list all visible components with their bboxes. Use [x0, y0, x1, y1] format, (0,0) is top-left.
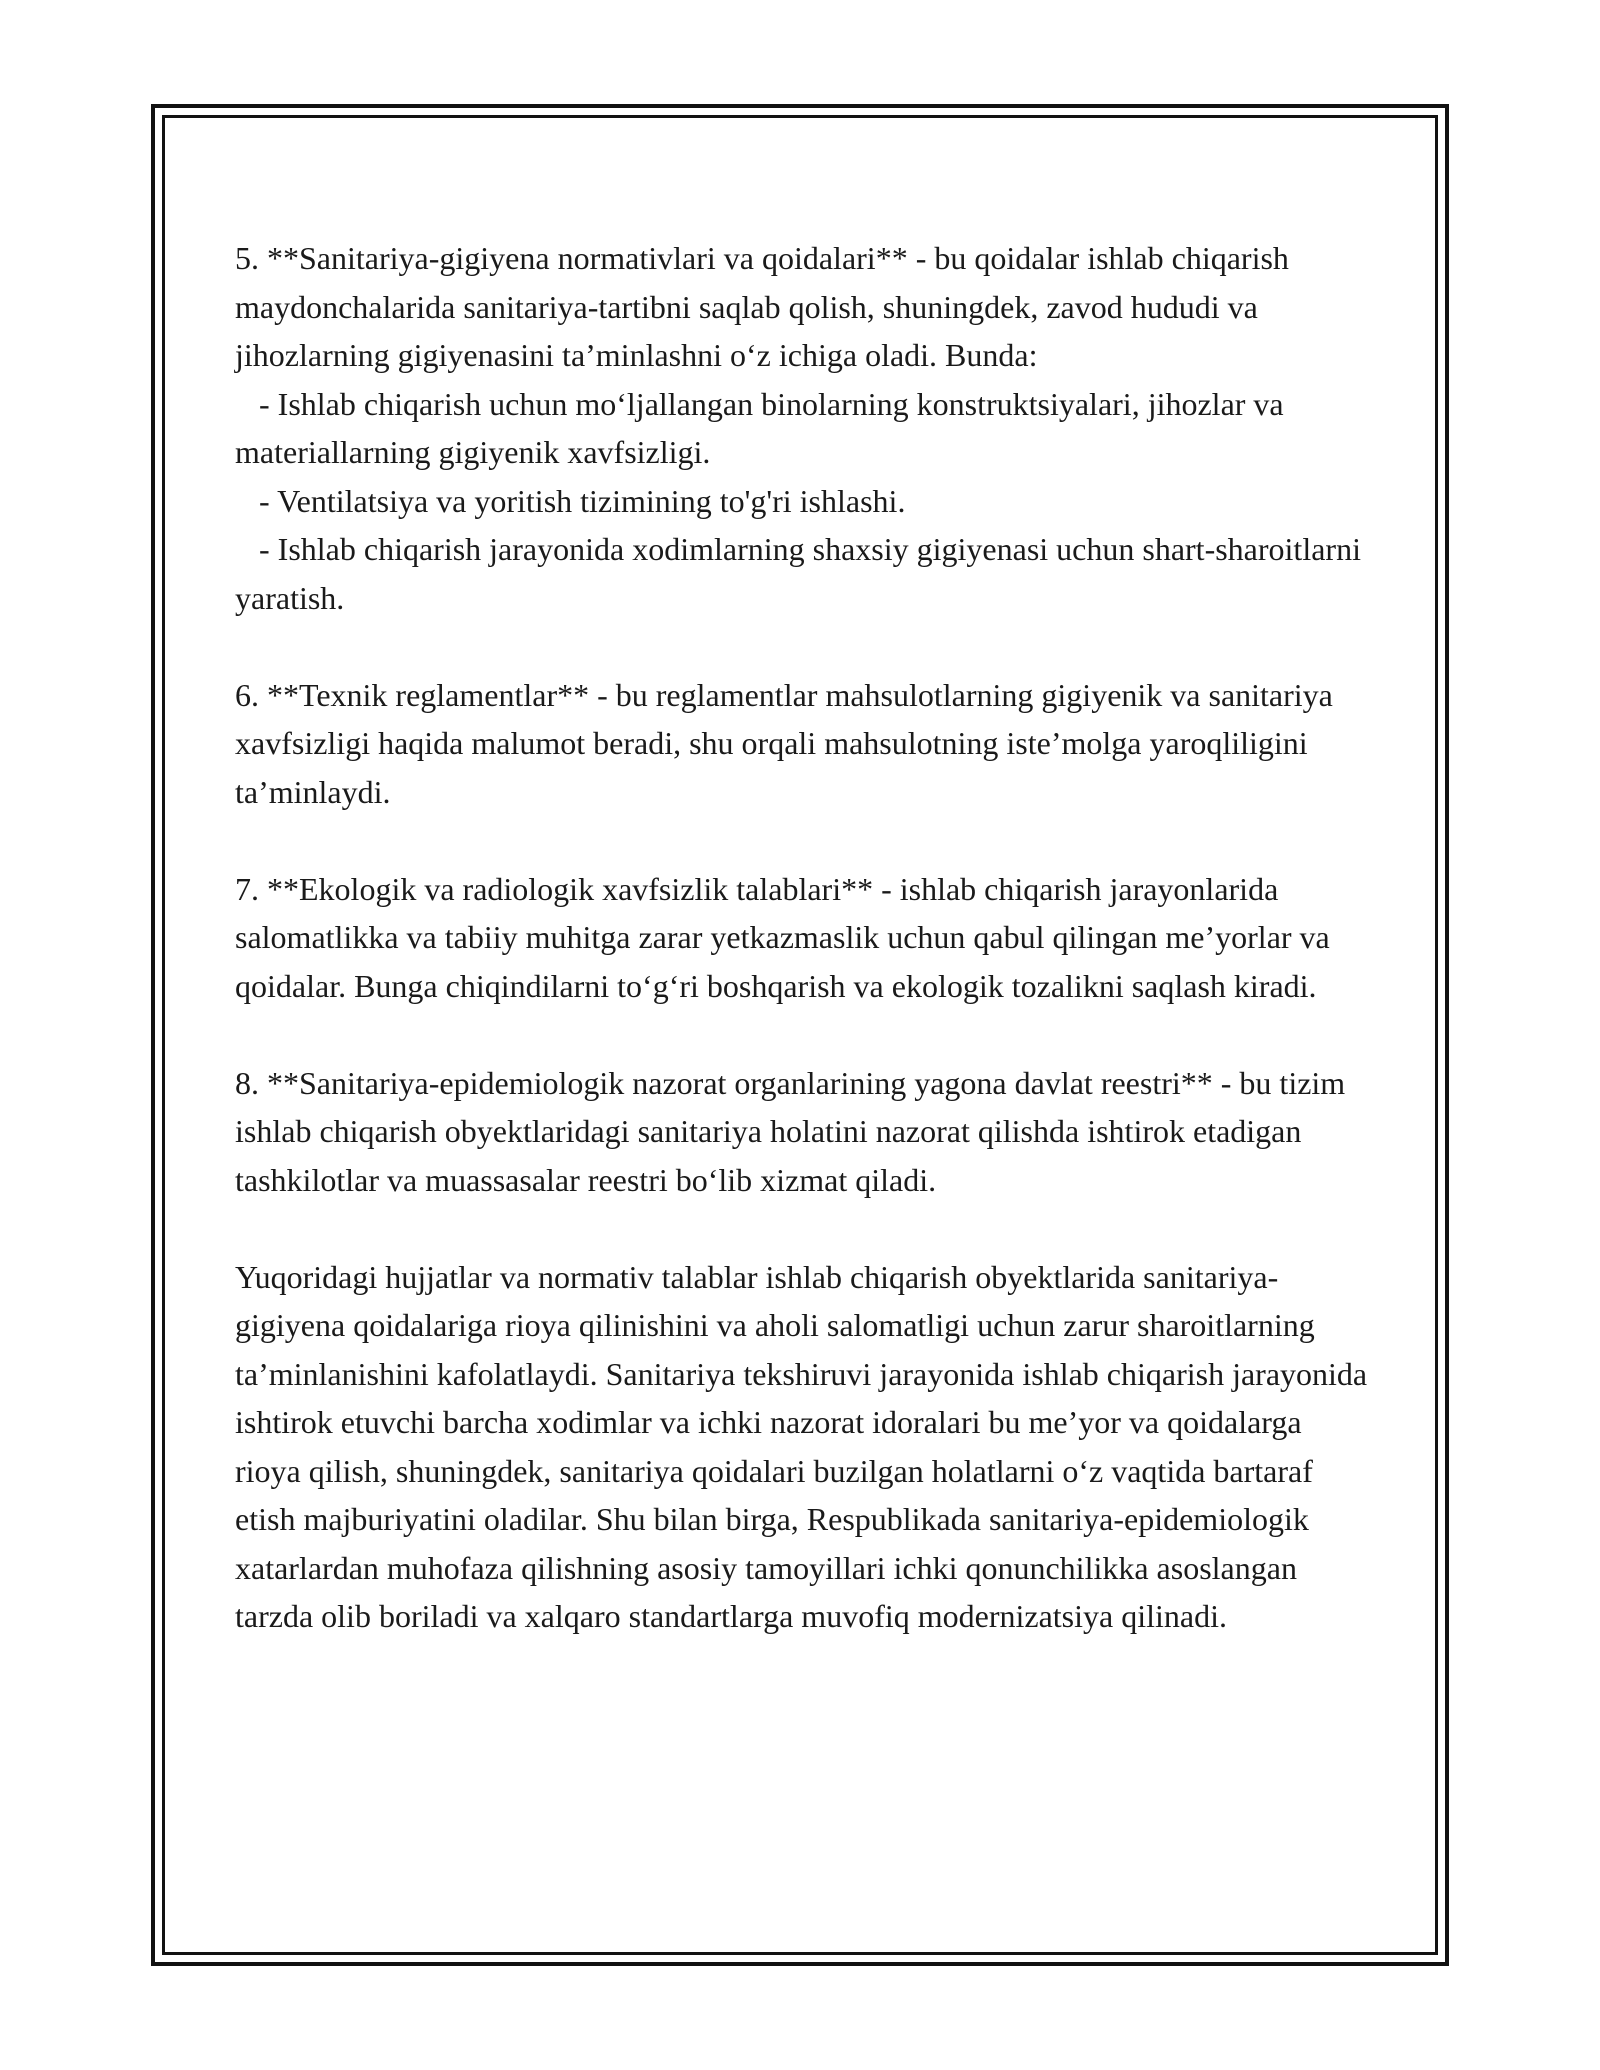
- paragraph-conclusion: Yuqoridagi hujjatlar va normativ talablar ishlab chiqarish obyektlarida sanitariya-gigiyena qoidalariga rioya qilinishini va aholi salomatligi uchun zarur sharoitlarning ta’minlanishini kafolatlaydi. Sanitariya tekshiruvi jarayonida ishlab chiqarish jarayonida ishtirok etuvchi barcha xodimlar va ichki nazorat idoralari bu me’yor va qoidalarga rioya qilish, shuningdek, sanitariya qoidalari buzilgan holatlarni o‘z vaqtida bartaraf etish majburiyatini oladilar. Shu bilan birga, Respublikada sanitariya-epidemiologik xatarlardan muhofaza qilishning asosiy tamoyillari ichki qonunchilikka asoslangan tarzda olib boriladi va xalqaro standartlarga muvofiq modernizatsiya qilinadi.: [235, 1258, 1376, 1634]
- paragraph-section-6: 6. **Texnik reglamentlar** - bu reglamentlar mahsulotlarning gigiyenik va sanitariya xavfsizligi haqida malumot beradi, shu orqali mahsulotning iste’molga yaroqliligini ta’minlaydi.: [235, 676, 1341, 810]
- paragraph-section-8: 8. **Sanitariya-epidemiologik nazorat organlarining yagona davlat reestri** - bu tizim ishlab chiqarish obyektlaridagi sanitariya holatini nazorat qilishda ishtirok etadigan tashkilotlar va muassasalar reestri bo‘lib xizmat qiladi.: [235, 1064, 1354, 1198]
- paragraph-section-5: 5. **Sanitariya-gigiyena normativlari va qoidalari** - bu qoidalar ishlab chiqarish maydonchalarida sanitariya-tartibni saqlab qolish, shuningdek, zavod hududi va jihozlarning gigiyenasini ta’minlashni o‘z ichiga oladi. Bunda: - Ishlab chiqarish uchun mo‘ljallangan binolarning konstruktsiyalari, jihozlar va materiallarning gigiyenik xavfsizligi. - Ventilatsiya va yoritish tizimining to'g'ri ishlashi. - Ishlab chiqarish jarayonida xodimlarning shaxsiy gigiyenasi uchun shart-sharoitlarni yaratish.: [235, 240, 1361, 616]
- document-body: [235, 234, 1376, 1641]
- paragraph-section-7: 7. **Ekologik va radiologik xavfsizlik talablari** - ishlab chiqarish jarayonlarida salomatlikka va tabiiy muhitga zarar yetkazmaslik uchun qabul qilingan me’yorlar va qoidalar. Bunga chiqindilarni to‘g‘ri boshqarish va ekologik tozalikni saqlash kiradi.: [235, 870, 1338, 1004]
